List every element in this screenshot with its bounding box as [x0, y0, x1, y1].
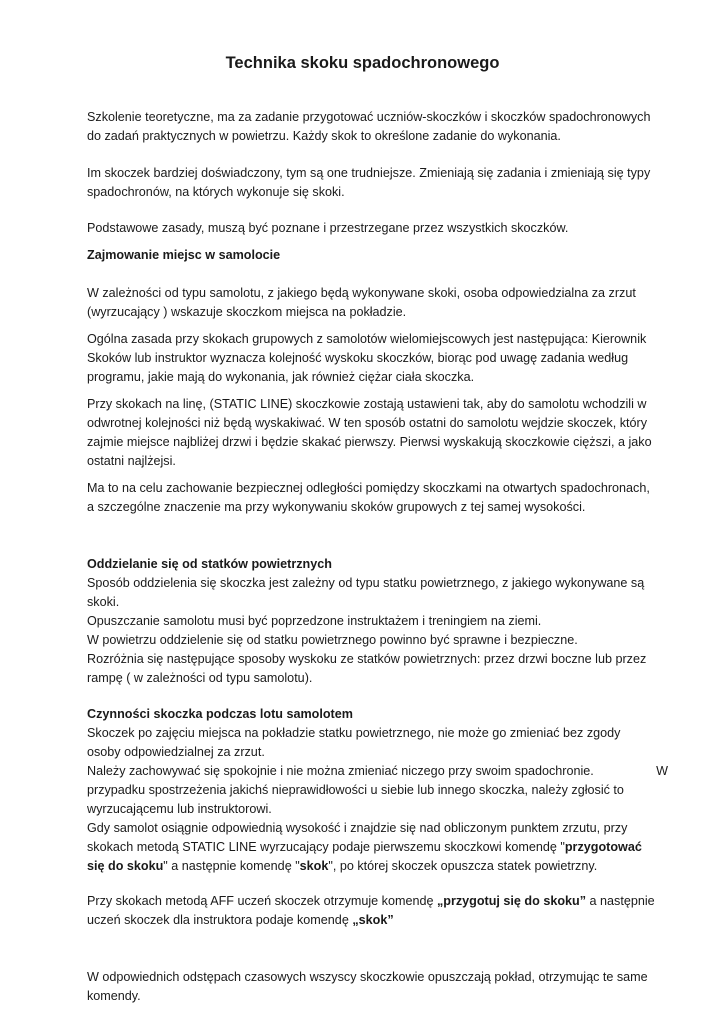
flight-line-3-text-c: ", po której skoczek opuszcza statek powietrzny.	[328, 859, 598, 873]
exit-line-4: Rozróżnia się następujące sposoby wyskoku ze statków powietrznych: przez drzwi boczne lub przez rampę ( w zależności od typu samolotu).	[87, 652, 647, 685]
intro-paragraph-1: Szkolenie teoretyczne, ma za zadanie przygotować uczniów-skoczków i skoczków spadochronowych do zadań praktycznych w powietrzu. Każdy skok to określone zadanie do wykonania.	[87, 110, 651, 143]
exit-line-2: Opuszczanie samolotu musi być poprzedzone instruktażem i treningiem na ziemi.	[87, 614, 542, 628]
command-prepare: przygotować się do skoku	[87, 840, 642, 873]
flight-line-3-text-b: " a następnie komendę "	[163, 859, 300, 873]
flight-line-2-text: Należy zachowywać się spokojnie i nie można zmieniać niczego przy swoim spadochronie.	[87, 764, 594, 778]
flight-line-3	[87, 819, 657, 876]
flight-line-2-continued: przypadku spostrzeżenia jakichś nieprawidłowości u siebie lub innego skoczka, należy zgłosić to wyrzucającemu lub instruktorowi.	[87, 783, 624, 816]
seating-paragraph-4: Ma to na celu zachowanie bezpiecznej odległości pomiędzy skoczkami na otwartych spadochronach, a szczególne znaczenie ma przy wykonywaniu skoków grupowych z tej samej wysokości.	[87, 481, 650, 514]
seating-paragraph-2: Ogólna zasada przy skokach grupowych z samolotów wielomiejscowych jest następująca: Kierownik Skoków lub instruktor wyznacza kolejność wyskoku skoczków, biorąc pod uwagę zadania według programu, jakie mają do wykonania, jak również ciężar ciała skoczka.	[87, 332, 647, 384]
exit-line-3: W powietrzu oddzielenie się od statku powietrznego powinno być sprawne i bezpieczne.	[87, 633, 578, 647]
flight-line-2	[87, 762, 668, 781]
section-heading-flight: Czynności skoczka podczas lotu samolotem	[87, 707, 353, 721]
flight-line-2-w: W	[656, 764, 668, 778]
aff-command-prepare: „przygotuj się do skoku”	[436, 894, 587, 908]
flight-line-1: Skoczek po zajęciu miejsca na pokładzie statku powietrznego, nie może go zmieniać bez zgody osoby odpowiedzialnej za zrzut.	[87, 726, 621, 759]
aff-text-a: Przy skokach metodą AFF uczeń skoczek otrzymuje komendę	[87, 894, 437, 908]
page-title: Technika skoku spadochronowego	[225, 54, 500, 72]
aff-paragraph	[87, 892, 657, 930]
exit-line-1: Sposób oddzielenia się skoczka jest zależny od typu statku powietrznego, z jakiego wykonywane są skoki.	[87, 576, 645, 609]
final-paragraph: W odpowiednich odstępach czasowych wszyscy skoczkowie opuszczają pokład, otrzymując te same komendy.	[87, 970, 648, 1003]
aff-command-jump: „skok”	[352, 913, 394, 927]
section-heading-exit: Oddzielanie się od statków powietrznych	[87, 557, 332, 571]
intro-paragraph-3: Podstawowe zasady, muszą być poznane i przestrzegane przez wszystkich skoczków.	[87, 221, 569, 235]
aff-text-b: a następnie uczeń skoczek dla instruktora podaje komendę	[87, 894, 655, 927]
document-body	[87, 108, 668, 1006]
intro-paragraph-2: Im skoczek bardziej doświadczony, tym są one trudniejsze. Zmieniają się zadania i zmieniają się typy spadochronów, na których wykonuje się skoki.	[87, 166, 651, 199]
command-jump: skok	[299, 859, 329, 873]
seating-paragraph-1: W zależności od typu samolotu, z jakiego będą wykonywane skoki, osoba odpowiedzialna za zrzut (wyrzucający ) wskazuje skoczkom miejsca na pokładzie.	[87, 286, 636, 319]
flight-line-3-text-a: Gdy samolot osiągnie odpowiednią wysokość i znajdzie się nad obliczonym punktem zrzutu, przy skokach metodą STATIC LINE wyrzucający podaje pierwszemu skoczkowi komendę "	[87, 821, 628, 854]
section-heading-seating: Zajmowanie miejsc w samolocie	[87, 248, 281, 262]
seating-paragraph-3: Przy skokach na linę, (STATIC LINE) skoczkowie zostają ustawieni tak, aby do samolotu wchodzili w odwrotnej kolejności niż będą wyskakiwać. W ten sposób ostatni do samolotu wejdzie skoczek, który zajmie miejsce najbliżej drzwi i będzie skakać pierwszy. Pierwsi wyskakują skoczkowie cięższi, a jako ostatni najlżejsi.	[87, 397, 652, 468]
